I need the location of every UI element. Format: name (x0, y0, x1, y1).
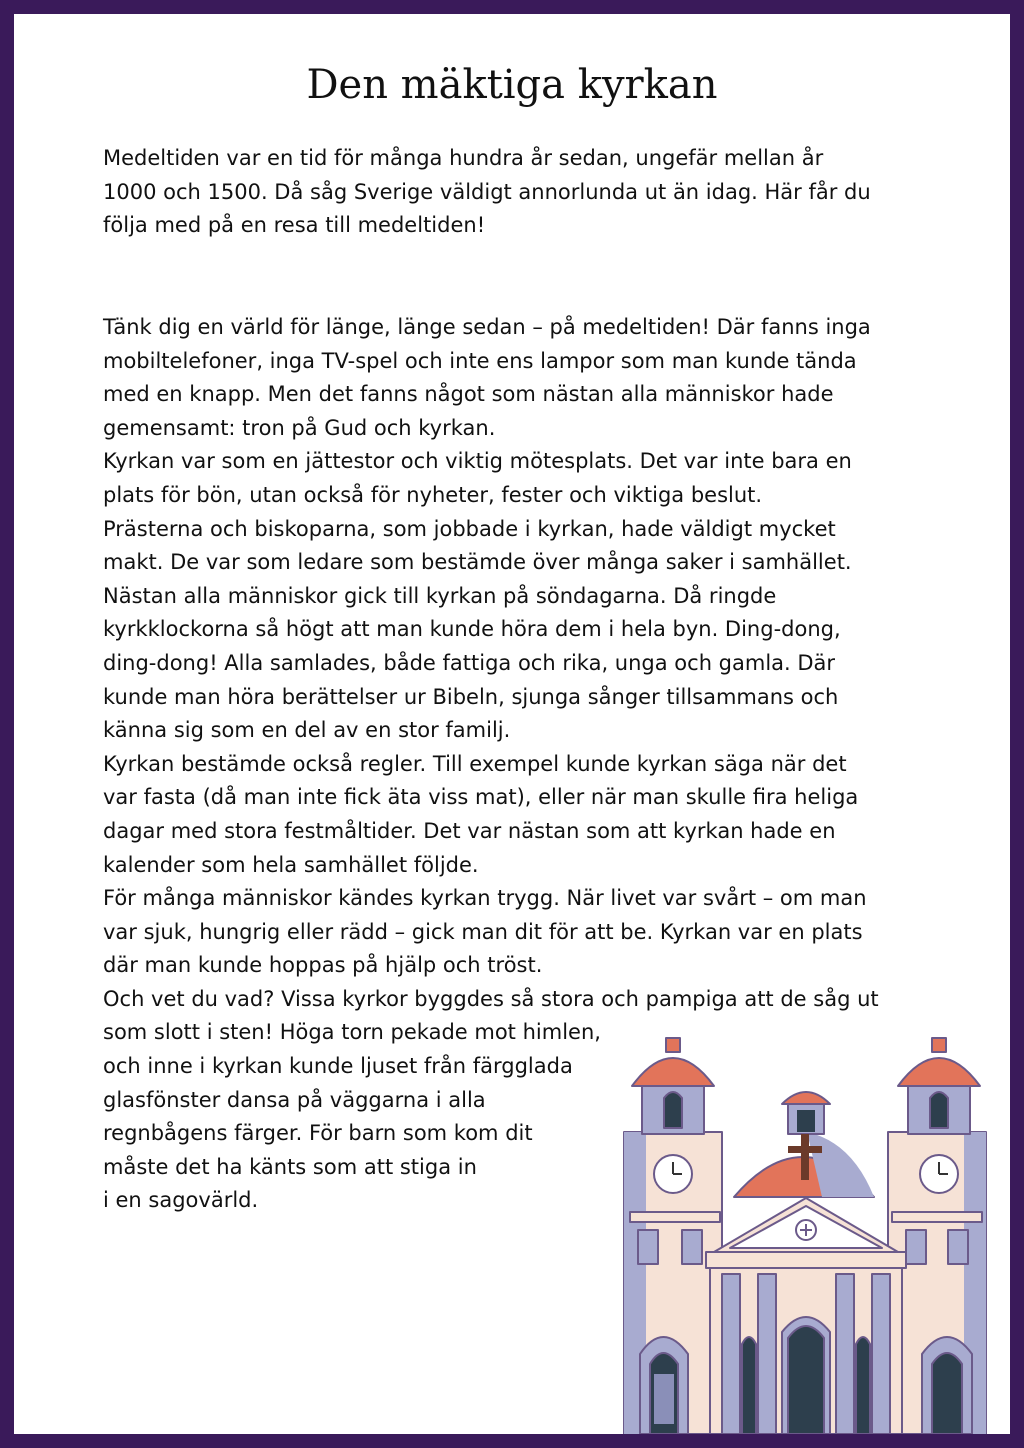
text-line: 1000 och 1500. Då såg Sverige väldigt annorlunda ut än idag. Här får du (103, 179, 871, 204)
text-line: Medeltiden var en tid för många hundra år sedan, ungefär mellan år (103, 146, 824, 170)
text-line: i en sagovärld. (103, 1188, 259, 1213)
text-line: plats för bön, utan också för nyheter, fester och viktiga beslut. (103, 482, 763, 507)
text-line: glasfönster dansa på väggarna i alla (103, 1087, 486, 1112)
text-line: kyrkklockorna så högt att man kunde höra dem i hela byn. Ding-dong, (103, 617, 841, 642)
worksheet-page (14, 14, 1010, 1434)
text-line: måste det ha känts som att stiga in (103, 1154, 477, 1179)
text-line: Kyrkan var som en jättestor och viktig mötesplats. Det var inte bara en (103, 449, 852, 474)
text-line: Kyrkan bestämde också regler. Till exempel kunde kyrkan säga när det (103, 751, 847, 776)
text-line: kalender som hela samhället följde. (103, 852, 479, 877)
text-line: med en knapp. Men det fanns något som nästan alla människor hade (103, 382, 834, 407)
text-line: Prästerna och biskoparna, som jobbade i kyrkan, hade väldigt mycket (103, 516, 836, 541)
text-line: följa med på en resa till medeltiden! (103, 213, 486, 238)
text-line: var sjuk, hungrig eller rädd – gick man dit för att be. Kyrkan var en plats (103, 919, 863, 944)
text-line: där man kunde hoppas på hjälp och tröst. (103, 953, 543, 978)
text-line: regnbågens färger. För barn som kom dit (103, 1121, 533, 1146)
text-line: var fasta (då man inte fick äta viss mat), eller när man skulle fira heliga (103, 785, 859, 810)
text-line: kunde man höra berättelser ur Bibeln, sjunga sånger tillsammans och (103, 684, 839, 709)
text-line: Nästan alla människor gick till kyrkan på söndagarna. Då ringde (103, 583, 777, 608)
text-line: som slott i sten! Höga torn pekade mot himlen, (103, 1020, 601, 1045)
text-line: gemensamt: tron på Gud och kyrkan. (103, 415, 496, 440)
text-line: ding-dong! Alla samlades, både fattiga och rika, unga och gamla. Där (103, 650, 836, 675)
text-line: Och vet du vad? Vissa kyrkor byggdes så stora och pampiga att de såg ut (103, 986, 879, 1011)
text-line: För många människor kändes kyrkan trygg. När livet var svårt – om man (103, 886, 867, 911)
text-line: mobiltelefoner, inga TV-spel och inte ens lampor som man kunde tända (103, 348, 857, 373)
text-line: dagar med stora festmåltider. Det var nästan som att kyrkan hade en (103, 818, 836, 843)
text-line: makt. De var som ledare som bestämde över många saker i samhället. (103, 550, 852, 575)
text-line: känna sig som en del av en stor familj. (103, 718, 511, 743)
intro-paragraph (103, 142, 871, 243)
text-line: och inne i kyrkan kunde ljuset från färgglada (103, 1054, 573, 1079)
church-illustration (602, 1022, 1010, 1434)
text-line: Tänk dig en värld för länge, länge sedan – på medeltiden! Där fanns inga (103, 315, 871, 339)
page-title: Den mäktiga kyrkan (306, 62, 718, 108)
